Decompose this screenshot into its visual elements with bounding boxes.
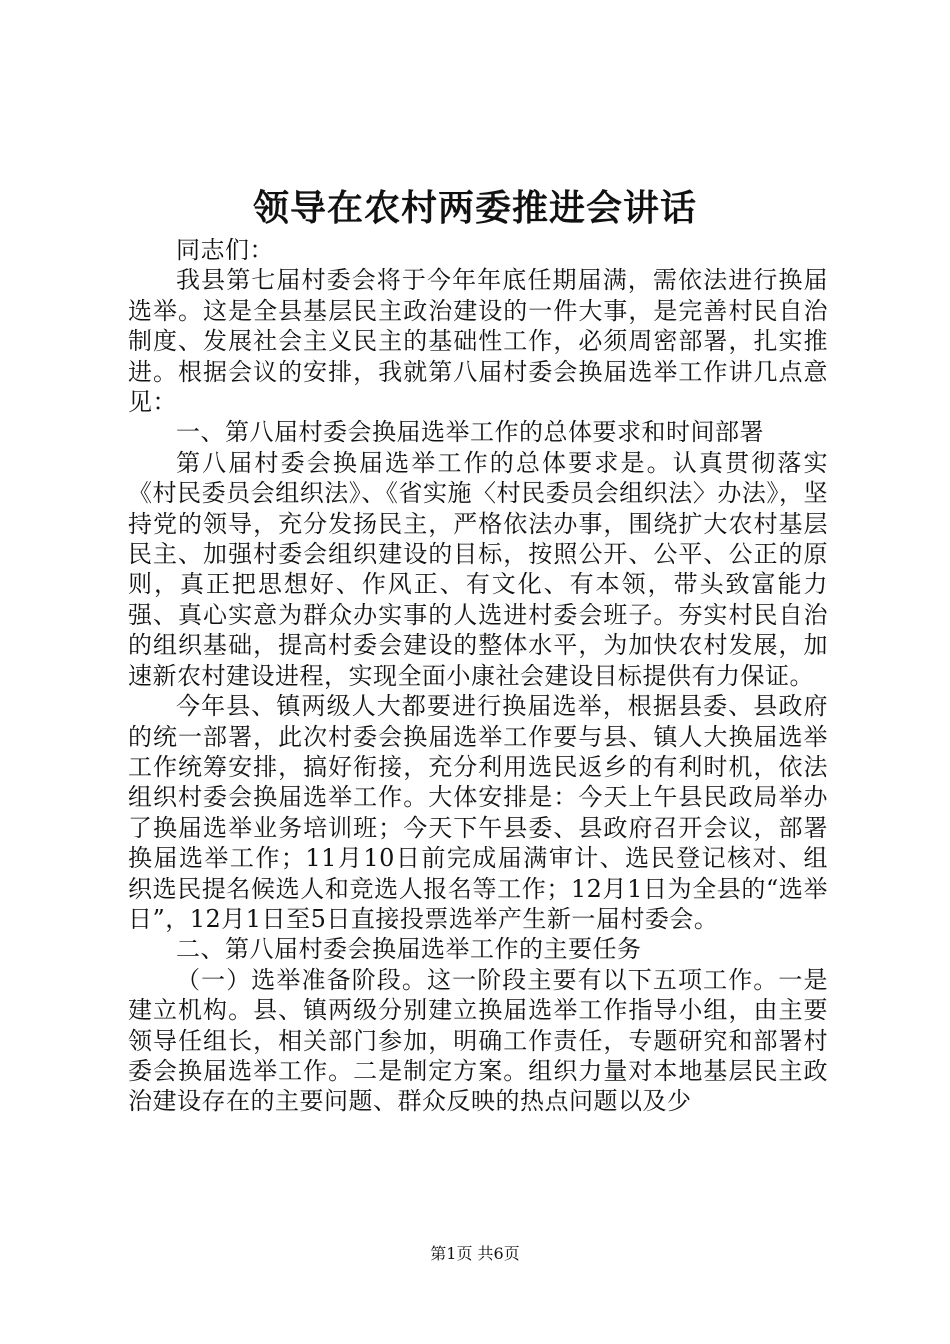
requirements-paragraph: 第八届村委会换届选举工作的总体要求是。认真贯彻落实《村民委员会组织法》、《省实施〈村民委员会组织法〉办法》，坚持党的领导，充分发扬民主，严格依法办事，围绕扩大农村基层民主、加强村委会组织建设的目标，按照公开、公平、公正的原则，真正把思想好、作风正、有文化、有本领，带头致富能力强、真心实意为群众办实事的人选进村委会班子。夯实村民自治的组织基础，提高村委会建设的整体水平，为加快农村发展，加速新农村建设进程，实现全面小康社会建设目标提供有力保证。 bbox=[128, 448, 828, 690]
intro-paragraph: 我县第七届村委会将于今年年底任期届满，需依法进行换届选举。这是全县基层民主政治建设的一件大事，是完善村民自治制度、发展社会主义民主的基础性工作，必须周密部署，扎实推进。根据会议的安排，我就第八届村委会换届选举工作讲几点意见： bbox=[128, 266, 828, 417]
salutation: 同志们： bbox=[176, 236, 274, 264]
preparation-paragraph: （一）选举准备阶段。这一阶段主要有以下五项工作。一是建立机构。县、镇两级分别建立换届选举工作指导小组，由主要领导任组长，相关部门参加，明确工作责任，专题研究和部署村委会换届选举工作。二是制定方案。组织力量对本地基层民主政治建设存在的主要问题、群众反映的热点问题以及少 bbox=[128, 965, 828, 1116]
document-title: 领导在农村两委推进会讲话 bbox=[252, 187, 697, 229]
section-heading-2: 二、第八届村委会换届选举工作的主要任务 bbox=[176, 935, 642, 964]
schedule-paragraph: 今年县、镇两级人大都要进行换届选举，根据县委、县政府的统一部署，此次村委会换届选举工作要与县、镇人大换届选举工作统筹安排，搞好衔接，充分利用选民返乡的有利时机，依法组织村委会换届选举工作。大体安排是：今天上午县民政局举办了换届选举业务培训班；今天下午县委、县政府召开会议，部署换届选举工作；11月10日前完成届满审计、选民登记核对、组织选民提名候选人和竞选人报名等工作；12月1日为全县的“选举日”，12月1日至5日直接投票选举产生新一届村委会。 bbox=[128, 692, 828, 933]
section-heading-1: 一、第八届村委会换届选举工作的总体要求和时间部署 bbox=[176, 418, 764, 447]
document-body bbox=[128, 235, 828, 1117]
page-number: 第1页 共6页 bbox=[430, 1244, 520, 1263]
